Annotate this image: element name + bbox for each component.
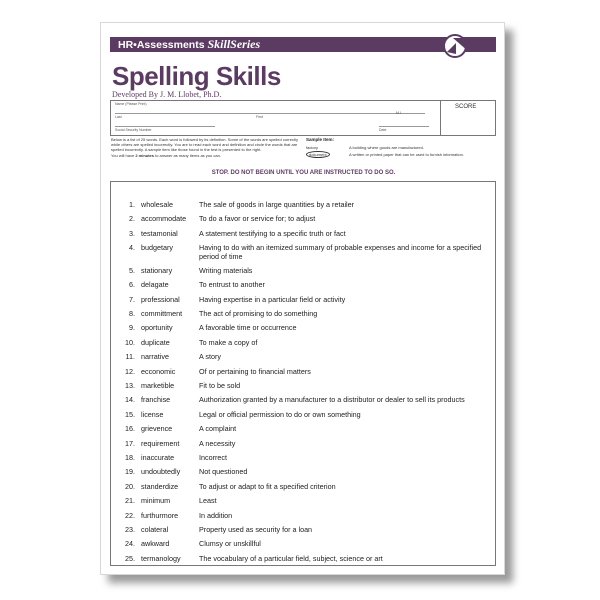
item-number: 18. xyxy=(125,452,135,462)
page-title: Spelling Skills xyxy=(112,61,281,91)
date-label: Date xyxy=(379,128,387,132)
item-word[interactable]: narrative xyxy=(141,352,169,362)
item-word[interactable]: colateral xyxy=(141,524,169,534)
sample-heading: Sample Item: xyxy=(306,137,335,142)
item-number: 22. xyxy=(125,510,135,520)
item-definition: To do a favor or service for; to adjust xyxy=(199,214,316,224)
score-box[interactable] xyxy=(440,101,495,135)
item-definition: Of or pertaining to financial matters xyxy=(199,366,311,376)
circled-word: dokument xyxy=(306,151,330,158)
item-number: 15. xyxy=(125,409,135,419)
time-limit: 2 minutes xyxy=(135,153,154,158)
item-definition: Writing materials xyxy=(199,265,253,275)
item-word[interactable]: duplicate xyxy=(141,337,170,347)
item-word[interactable]: marketible xyxy=(141,380,175,390)
item-number: 24. xyxy=(125,539,135,549)
item-word[interactable]: furthurmore xyxy=(141,510,179,520)
item-word[interactable]: stationary xyxy=(141,265,173,275)
candidate-info-form xyxy=(110,100,496,136)
item-word[interactable]: committment xyxy=(141,308,183,318)
item-word[interactable]: requirement xyxy=(141,438,180,448)
item-number: 2. xyxy=(129,214,135,224)
item-number: 12. xyxy=(125,366,135,376)
item-word[interactable]: franchise xyxy=(141,395,171,405)
item-definition: A complaint xyxy=(199,424,237,434)
item-word[interactable]: grievence xyxy=(141,424,173,434)
item-word[interactable]: undoubtedly xyxy=(141,467,181,477)
item-definition: The vocabulary of a particular field, subject, science or art xyxy=(199,553,383,563)
item-number: 7. xyxy=(129,294,135,304)
time-prefix: You will have xyxy=(111,153,136,158)
item-definition: Authorization granted by a manufacturer to a distributor or dealer to sell its products xyxy=(199,395,465,405)
item-number: 6. xyxy=(129,280,135,290)
item-word[interactable]: inaccurate xyxy=(141,452,175,462)
item-number: 3. xyxy=(129,228,135,238)
item-definition: To make a copy of xyxy=(199,337,258,347)
item-definition: Having expertise in a particular field or activity xyxy=(199,294,346,304)
item-word[interactable]: wholesale xyxy=(141,200,173,209)
date-line[interactable] xyxy=(379,126,429,127)
item-definition: A favorable time or occurrence xyxy=(199,323,297,333)
item-number: 11. xyxy=(125,352,135,362)
item-definition: The act of promising to do something xyxy=(199,308,318,318)
item-number: 5. xyxy=(129,265,135,275)
item-number: 13. xyxy=(125,380,135,390)
item-number: 8. xyxy=(129,308,135,318)
last-label: Last xyxy=(115,115,122,119)
company-logo-icon xyxy=(442,32,472,60)
item-word[interactable]: budgetary xyxy=(141,243,173,253)
item-number: 16. xyxy=(125,424,135,434)
item-definition: Having to do with an itemized summary of probable expenses and income for a specified period of time xyxy=(199,243,482,262)
item-number: 4. xyxy=(129,243,135,253)
item-number: 9. xyxy=(129,323,135,333)
item-number: 25. xyxy=(125,553,135,563)
item-word[interactable]: testamonial xyxy=(141,228,178,238)
item-number: 14. xyxy=(125,395,135,405)
item-definition: In addition xyxy=(199,510,233,520)
item-definition: To adjust or adapt to fit a specified criterion xyxy=(199,481,336,491)
item-word[interactable]: professional xyxy=(141,294,180,304)
item-word[interactable]: termanology xyxy=(141,553,181,563)
item-definition: Not questioned xyxy=(199,467,248,477)
item-definition: Clumsy or unskillful xyxy=(199,539,261,549)
item-word[interactable]: delagate xyxy=(141,280,169,290)
item-definition: The sale of goods in large quantities by a retailer xyxy=(199,200,355,209)
instructions xyxy=(111,137,301,158)
name-line[interactable] xyxy=(115,113,425,114)
item-number: 10. xyxy=(125,337,135,347)
item-definition: A statement testifying to a specific truth or fact xyxy=(199,228,346,238)
assessment-sheet xyxy=(100,22,505,575)
instructions-text: Below is a list of 25 words. Each word is followed by its definition. Some of the words are spelled correctly while others are spelled incorrectly. You are to read each word and definition and circle the words that are spelled incorrectly. A sample item like those found in the test is presented to the right. xyxy=(111,137,298,152)
item-word[interactable]: accommodate xyxy=(141,214,187,224)
item-word[interactable]: standerdize xyxy=(141,481,179,491)
brand-wordmark xyxy=(118,38,260,52)
time-suffix: to answer as many items as you can. xyxy=(153,153,221,158)
sample-definition: A written or printed paper that can be used to furnish information. xyxy=(349,152,464,157)
item-word[interactable]: license xyxy=(141,409,164,419)
sample-definition: A building where goods are manufactured. xyxy=(349,145,424,150)
item-number: 23. xyxy=(125,524,135,534)
item-number: 19. xyxy=(125,467,135,477)
item-word[interactable]: oportunity xyxy=(141,323,173,333)
author-line: Developed By J. M. Llobet, Ph.D. xyxy=(112,90,222,99)
item-definition: To entrust to another xyxy=(199,280,265,290)
mi-label: M.I. xyxy=(396,111,402,115)
item-number: 1. xyxy=(129,200,135,209)
item-number: 20. xyxy=(125,481,135,491)
first-label: First xyxy=(256,115,263,119)
ssn-line[interactable] xyxy=(115,126,215,127)
score-label: SCORE xyxy=(455,104,477,110)
sample-word-circled xyxy=(306,152,330,157)
item-word[interactable]: ecconomic xyxy=(141,366,176,376)
word-list xyxy=(110,181,496,566)
time-limit-line xyxy=(111,153,301,158)
header-banner xyxy=(110,37,496,52)
item-definition: Incorrect xyxy=(199,452,227,462)
sample-word: factory xyxy=(306,145,319,150)
name-label: Name (Please Print) xyxy=(115,102,147,106)
item-definition: Least xyxy=(199,496,217,506)
item-word[interactable]: minimum xyxy=(141,496,171,506)
item-definition: A story xyxy=(199,352,221,362)
item-number: 17. xyxy=(125,438,135,448)
item-definition: A necessity xyxy=(199,438,236,448)
item-number: 21. xyxy=(125,496,135,506)
item-word[interactable]: awkward xyxy=(141,539,170,549)
ssn-label: Social Security Number xyxy=(115,128,152,132)
brand-main: HR•Assessments xyxy=(118,39,205,51)
item-definition: Legal or official permission to do or own something xyxy=(199,409,361,419)
brand-series: SkillSeries xyxy=(207,37,261,51)
item-definition: Fit to be sold xyxy=(199,380,241,390)
stop-notice: STOP. DO NOT BEGIN UNTIL YOU ARE INSTRUCTED TO DO SO. xyxy=(211,170,396,176)
item-definition: Property used as security for a loan xyxy=(199,524,313,534)
